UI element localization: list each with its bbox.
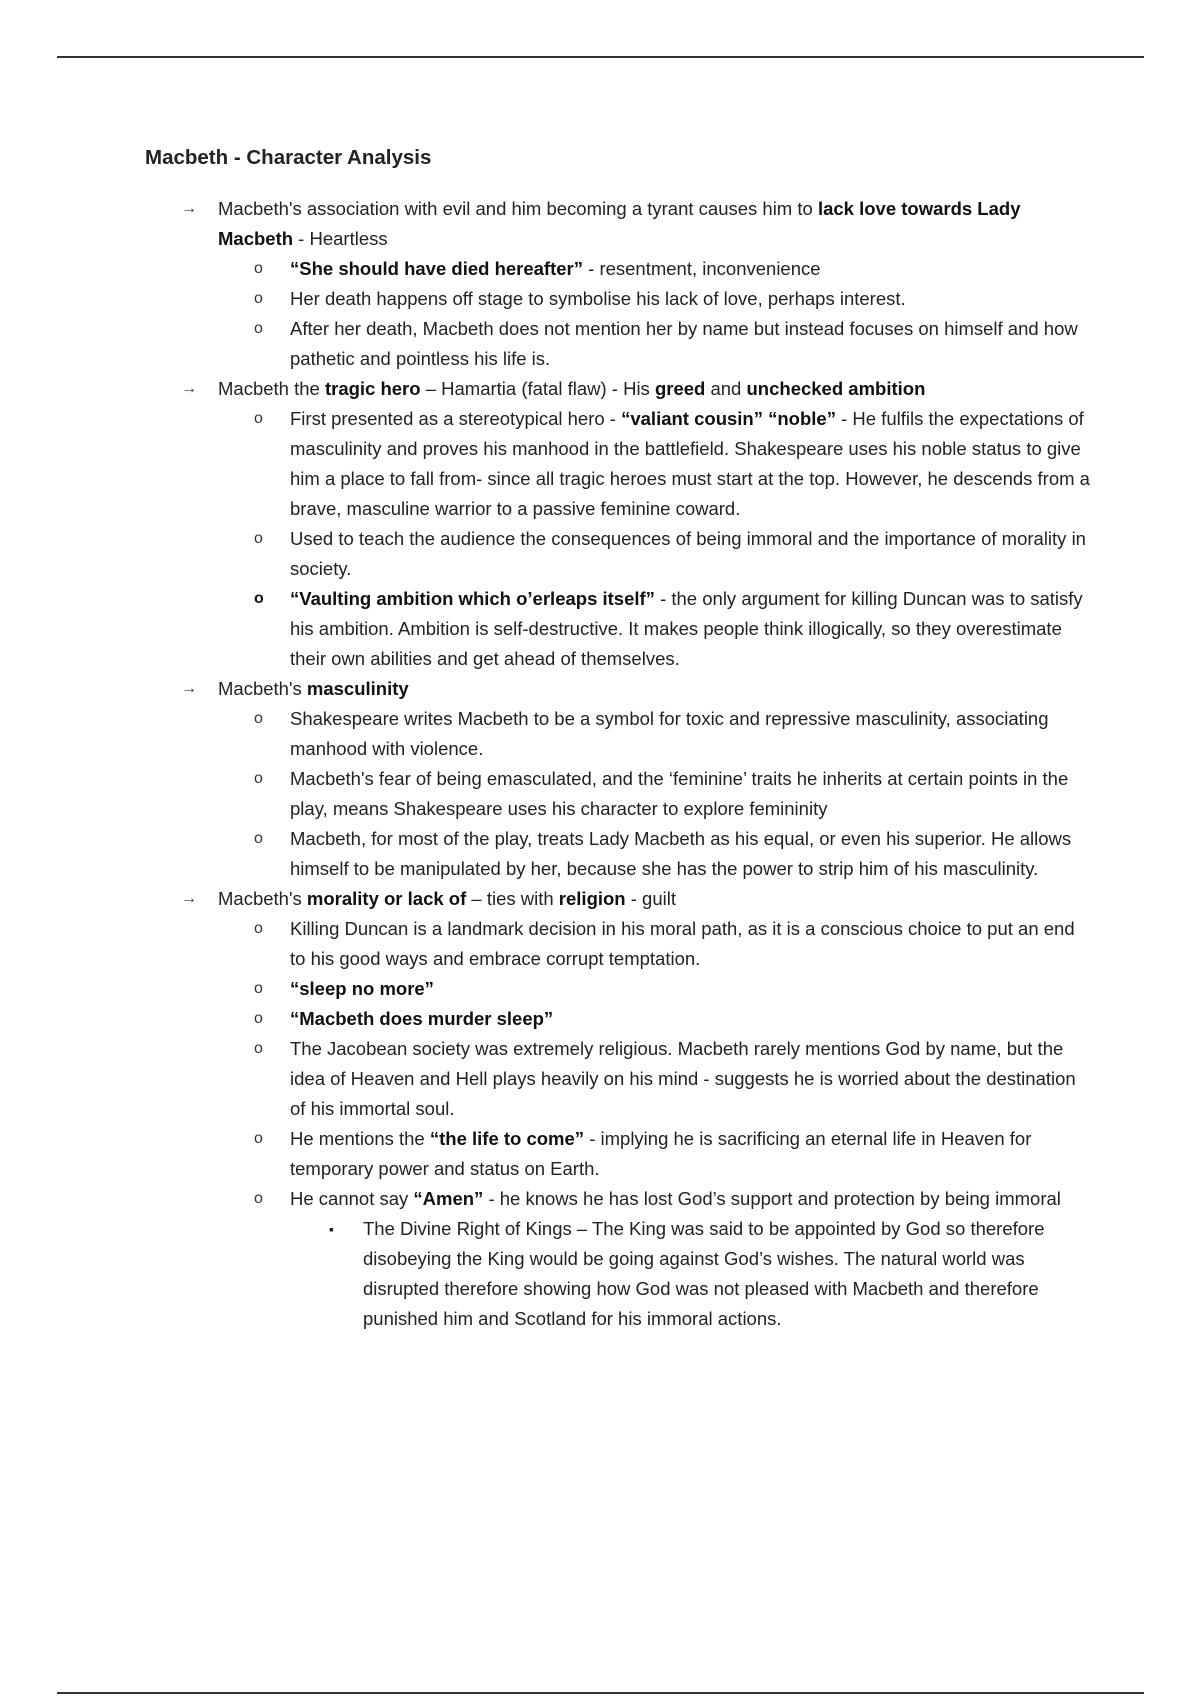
text: Shakespeare writes Macbeth to be a symbol for toxic and repressive masculinity, associating manhood with violence.: [290, 708, 1049, 759]
circle-bullet-icon: o: [254, 830, 263, 847]
text: Used to teach the audience the consequences of being immoral and the importance of morality in society.: [290, 528, 1086, 579]
text: - he knows he has lost God’s support and protection by being immoral: [483, 1188, 1061, 1209]
text: - guilt: [625, 888, 676, 909]
text: The Divine Right of Kings – The King was said to be appointed by God so therefore disobeying the King would be going against God’s wishes. The natural world was disrupted therefore showing how God was not pleased with Macbeth and therefore punished him and Scotland for his immoral actions.: [363, 1218, 1045, 1329]
circle-bullet-icon: o: [254, 710, 263, 727]
bold-text: tragic hero: [324, 378, 421, 399]
text: Macbeth's: [218, 678, 307, 699]
bold-text: “valiant cousin” “noble”: [621, 408, 836, 429]
list-item-level-2: [145, 524, 1095, 584]
square-bullet-icon: ▪: [329, 1221, 334, 1237]
text: - Heartless: [293, 228, 388, 249]
arrow-bullet-icon: →: [181, 890, 197, 907]
list-item-level-1: [145, 674, 1095, 704]
text: - implying he is sacrificing an eternal life in Heaven for temporary power and status on Earth.: [290, 1128, 1032, 1179]
text: Macbeth the: [218, 378, 325, 399]
text: and: [705, 378, 747, 399]
list-item-level-3: [145, 1214, 1095, 1334]
circle-bullet-icon: o: [254, 410, 263, 427]
circle-bullet-icon: o: [254, 320, 263, 337]
text: He mentions the: [290, 1128, 430, 1149]
list-item-level-2: [145, 824, 1095, 884]
list-item-level-1: [145, 194, 1095, 254]
text: Her death happens off stage to symbolise his lack of love, perhaps interest.: [290, 288, 906, 309]
text: - the only argument for killing Duncan was to satisfy his ambition. Ambition is self-destructive. It makes people think illogically, so they overestimate their own abilities and get ahead of themselves.: [290, 588, 1083, 669]
bold-text: religion: [558, 888, 626, 909]
circle-bullet-icon: o: [254, 290, 263, 307]
bold-text: “the life to come”: [429, 1128, 585, 1149]
circle-bullet-icon: o: [254, 1040, 263, 1057]
circle-bullet-icon: o: [254, 1010, 263, 1027]
text: - He fulfils the expectations of masculinity and proves his manhood in the battlefield. Shakespeare uses his noble status to give him a place to fall from- since all tragic heroes must start at the top. However, he descends from a brave, masculine warrior to a passive feminine coward.: [290, 408, 1090, 519]
bold-text: unchecked ambition: [746, 378, 926, 399]
circle-bullet-icon: o: [254, 590, 264, 607]
text: – Hamartia (fatal flaw) - His: [420, 378, 655, 399]
list-item-level-2: [145, 584, 1095, 674]
bullet-list: [145, 194, 1095, 1334]
text: After her death, Macbeth does not mention her by name but instead focuses on himself and how pathetic and pointless his life is.: [290, 318, 1078, 369]
top-rule: [57, 56, 1144, 58]
list-item-level-2: [145, 704, 1095, 764]
list-item-level-2: [145, 1124, 1095, 1184]
bold-text: lack love towards Lady Macbeth: [218, 198, 1021, 249]
text: Macbeth's association with evil and him becoming a tyrant causes him to: [218, 198, 818, 219]
circle-bullet-icon: o: [254, 980, 263, 997]
circle-bullet-icon: o: [254, 260, 263, 277]
list-item-level-2: [145, 1184, 1095, 1214]
list-item-level-2: [145, 314, 1095, 374]
bold-text: morality or lack of: [306, 888, 467, 909]
bold-text: “Macbeth does murder sleep”: [290, 1008, 554, 1029]
text: - resentment, inconvenience: [583, 258, 821, 279]
list-item-level-2: [145, 914, 1095, 974]
list-item-level-2: [145, 974, 1095, 1004]
list-item-level-2: [145, 404, 1095, 524]
circle-bullet-icon: o: [254, 530, 263, 547]
text: Killing Duncan is a landmark decision in his moral path, as it is a conscious choice to put an end to his good ways and embrace corrupt temptation.: [290, 918, 1075, 969]
circle-bullet-icon: o: [254, 1130, 263, 1147]
arrow-bullet-icon: →: [181, 200, 197, 217]
circle-bullet-icon: o: [254, 770, 263, 787]
bold-text: masculinity: [306, 678, 409, 699]
list-item-level-2: [145, 1004, 1095, 1034]
text: Macbeth's fear of being emasculated, and the ‘feminine’ traits he inherits at certain points in the play, means Shakespeare uses his character to explore femininity: [290, 768, 1069, 819]
text: – ties with: [466, 888, 559, 909]
text: First presented as a stereotypical hero -: [290, 408, 622, 429]
text: Macbeth's: [218, 888, 307, 909]
circle-bullet-icon: o: [254, 920, 263, 937]
bold-text: “Vaulting ambition which o’erleaps itself”: [290, 588, 655, 609]
text: The Jacobean society was extremely religious. Macbeth rarely mentions God by name, but the idea of Heaven and Hell plays heavily on his mind - suggests he is worried about the destination of his immortal soul.: [290, 1038, 1076, 1119]
bold-text: “She should have died hereafter”: [290, 258, 583, 279]
arrow-bullet-icon: →: [181, 380, 197, 397]
text: Macbeth, for most of the play, treats Lady Macbeth as his equal, or even his superior. He allows himself to be manipulated by her, because she has the power to strip him of his masculinity.: [290, 828, 1072, 879]
circle-bullet-icon: o: [254, 1190, 263, 1207]
bottom-rule: [57, 1692, 1144, 1694]
page-title: Macbeth - Character Analysis: [145, 146, 432, 169]
list-item-level-1: [145, 374, 1095, 404]
document-body: [145, 146, 1095, 1334]
list-item-level-1: [145, 884, 1095, 914]
bold-text: “Amen”: [413, 1188, 484, 1209]
bold-text: greed: [654, 378, 706, 399]
list-item-level-2: [145, 284, 1095, 314]
text: He cannot say: [290, 1188, 414, 1209]
bold-text: “sleep no more”: [290, 978, 434, 999]
list-item-level-2: [145, 254, 1095, 284]
list-item-level-2: [145, 764, 1095, 824]
arrow-bullet-icon: →: [181, 680, 197, 697]
list-item-level-2: [145, 1034, 1095, 1124]
